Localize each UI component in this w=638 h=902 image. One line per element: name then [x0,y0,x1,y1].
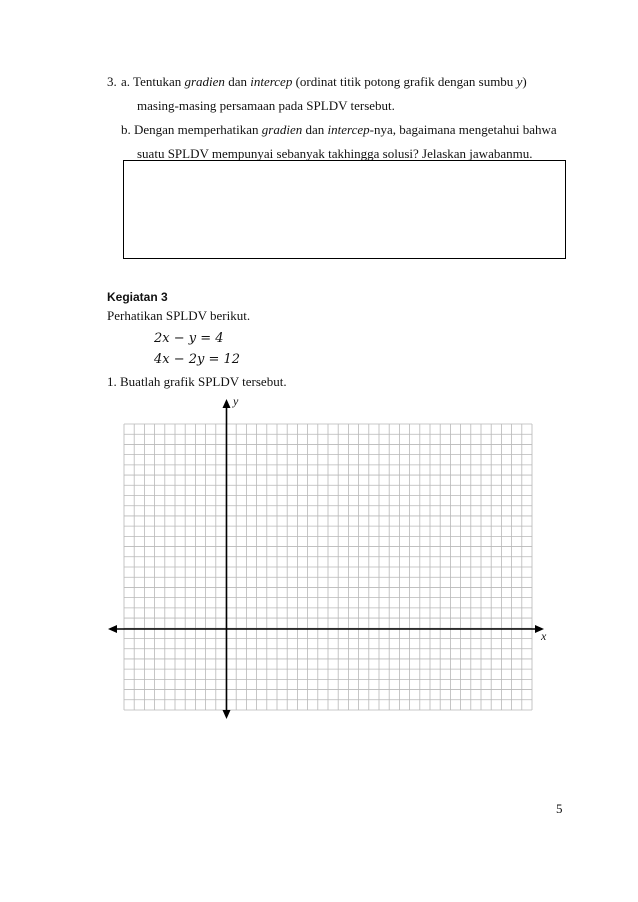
question-3b-line2: suatu SPLDV mempunyai sebanyak takhingga solusi? Jelaskan jawabanmu. [137,146,533,161]
q3a-intercep: intercep [250,74,293,89]
grid-lines [124,424,532,710]
kegiatan-intro: Perhatikan SPLDV berikut. [107,308,251,323]
y-axis-down-arrow [223,710,231,719]
q3a-gradien: gradien [184,74,225,89]
x-axis-left-arrow [108,625,117,633]
q3b-intercep: intercep [327,122,370,137]
q3b-prefix: b. Dengan memperhatikan [121,122,262,137]
q3a-dan: dan [224,74,251,89]
q3b-gradien: gradien [261,122,303,137]
y-axis-up-arrow [223,399,231,408]
q3b-rest: -nya, bagaimana mengetahui bahwa [369,122,557,137]
y-axis-label: y [233,394,239,408]
page-number: 5 [556,801,563,816]
q3a-paren: (ordinat titik potong grafik dengan sumbu [292,74,517,89]
x-axis-label: x [541,629,547,643]
axes [108,399,547,719]
task-1: 1. Buatlah grafik SPLDV tersebut. [107,374,287,389]
question-3a-line2: masing-masing persamaan pada SPLDV tersebut. [137,98,395,113]
kegiatan-title: Kegiatan 3 [107,290,168,304]
q3a-y: y [516,74,523,89]
equation-1: 2x − y = 4 [154,331,224,346]
equation-2: 4x − 2y = 12 [154,352,241,367]
q3a-prefix: a. Tentukan [121,74,185,89]
q3a-close: ) [522,74,527,89]
q3b-dan: dan [302,122,328,137]
question-3-number: 3. [107,74,117,89]
